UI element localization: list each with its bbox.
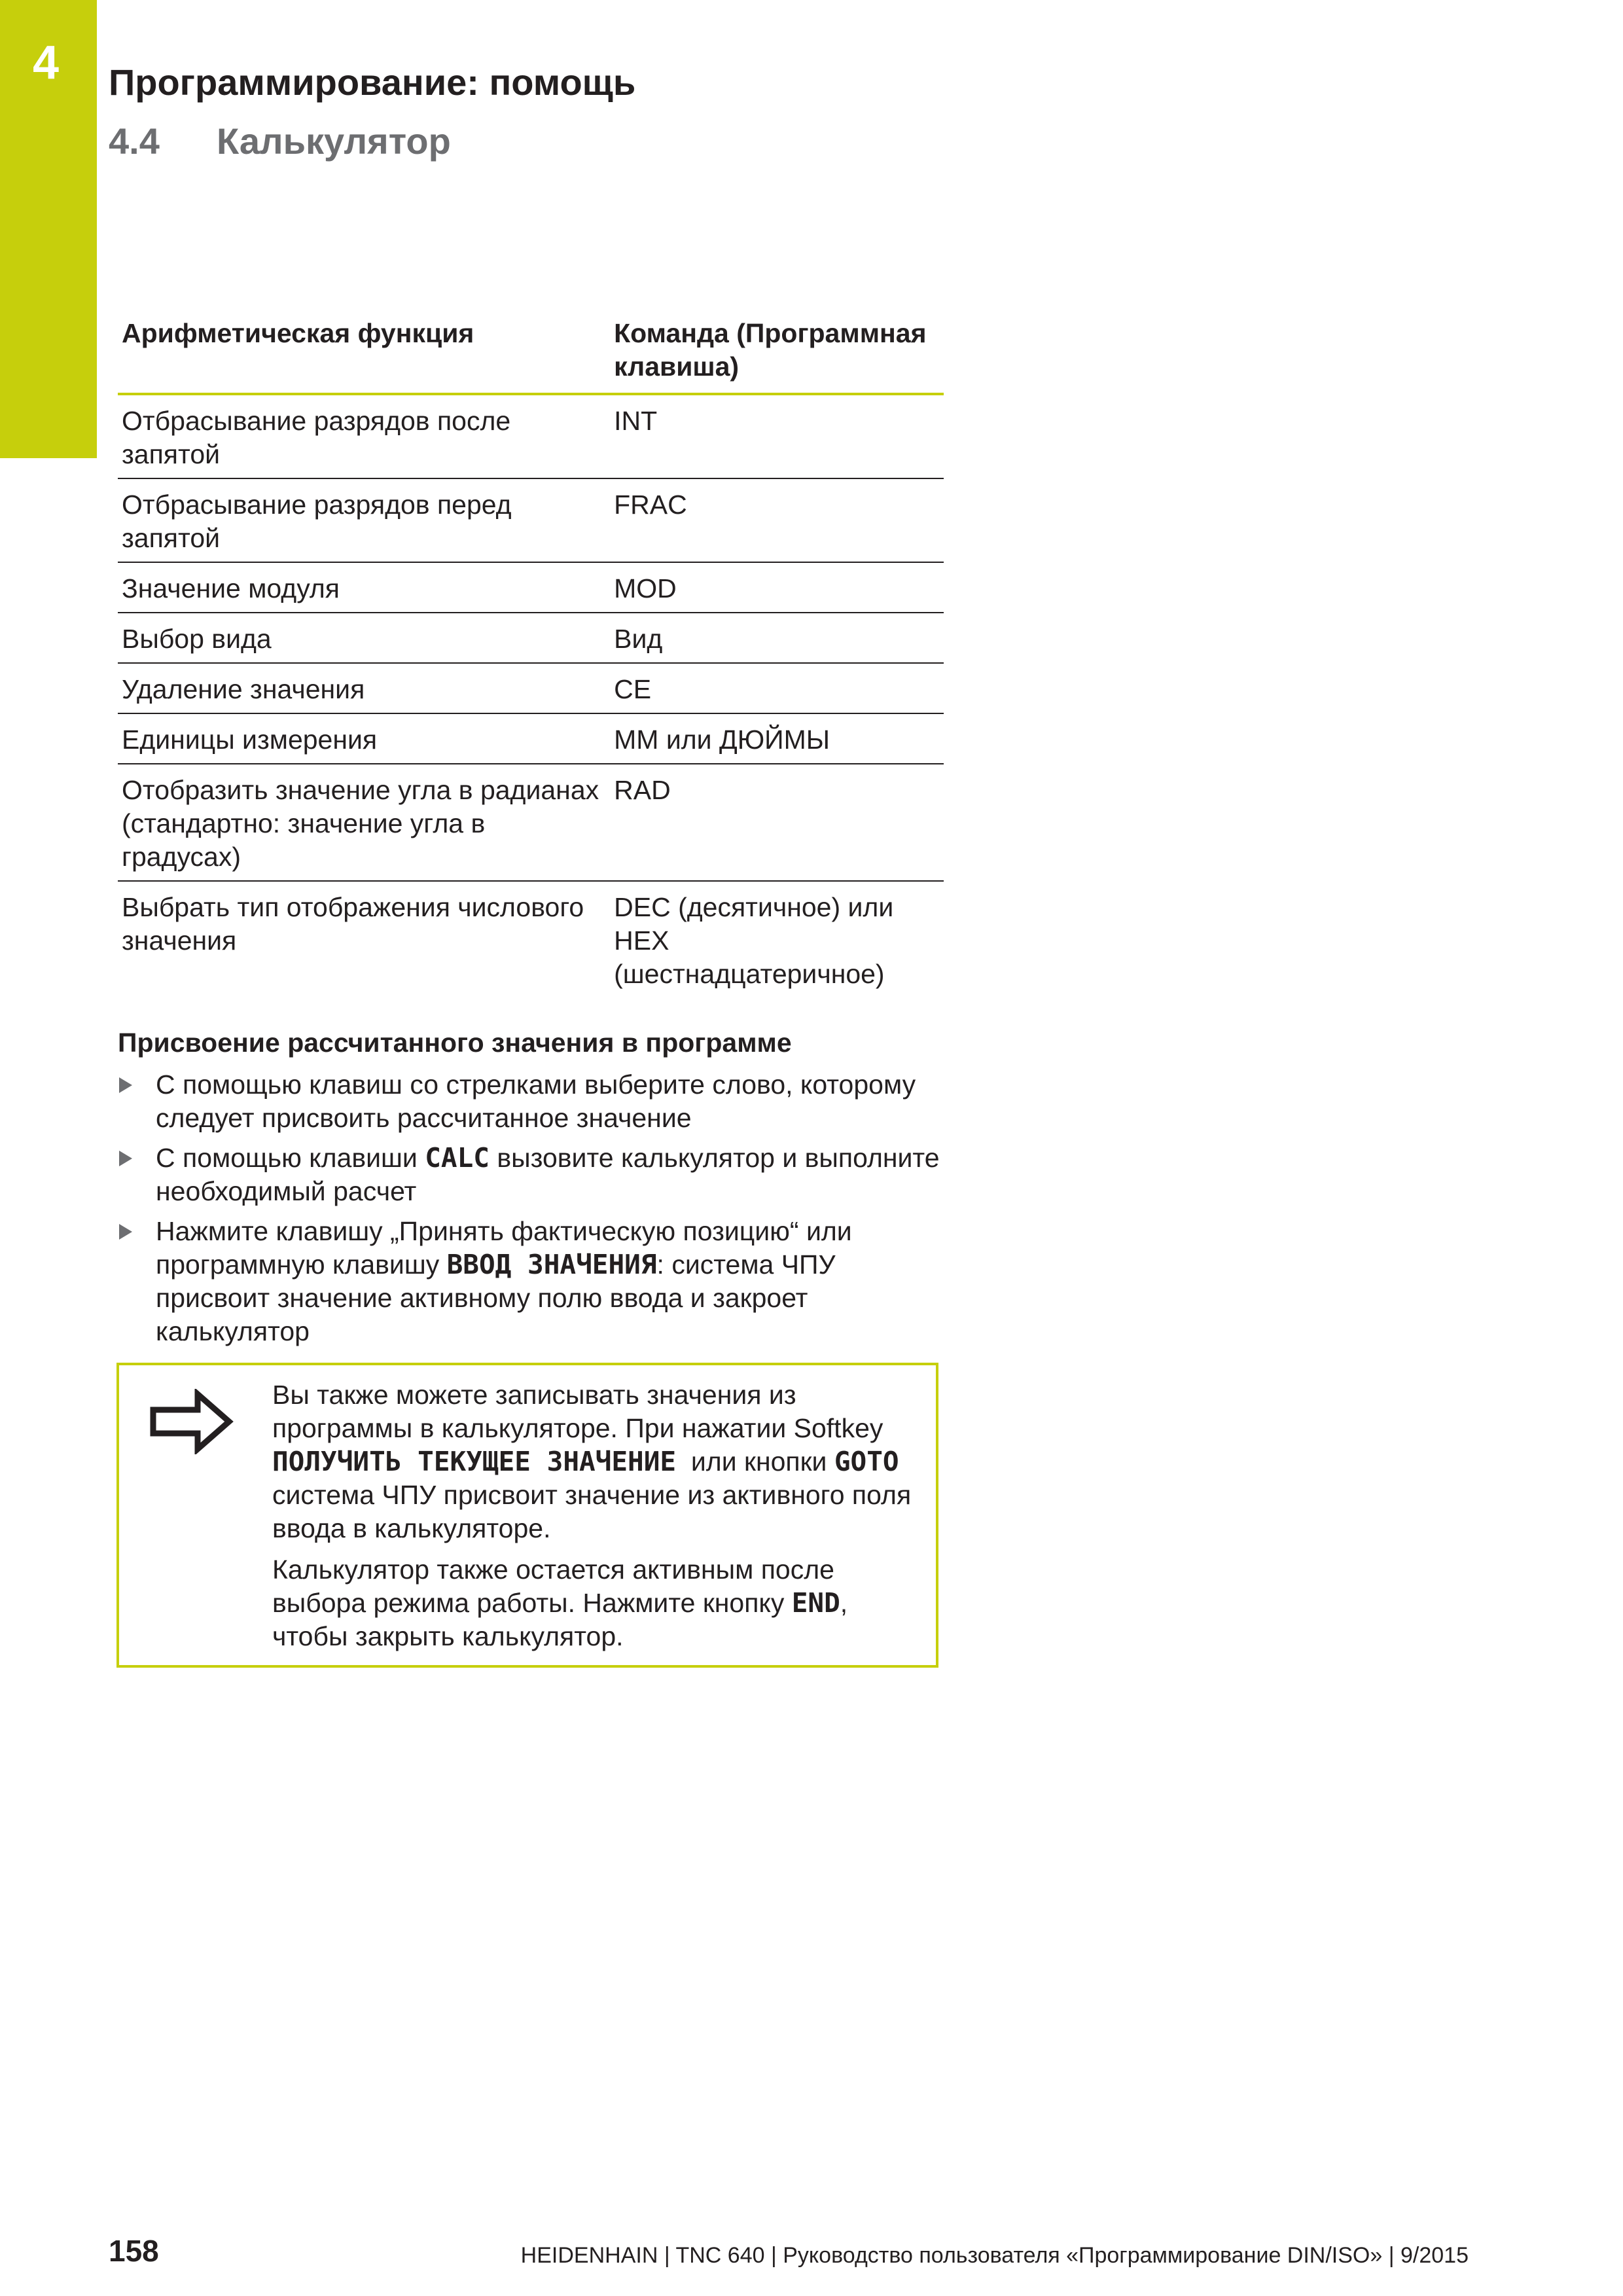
table-row xyxy=(118,562,944,613)
footer-text: HEIDENHAIN | TNC 640 | Руководство пользователя «Программирование DIN/ISO» | 9/2015 xyxy=(520,2243,1469,2268)
arrow-right-icon xyxy=(149,1389,234,1454)
note-text-span: Вы также можете записывать значения из программы в калькуляторе. При нажатии Softkey xyxy=(272,1380,883,1443)
table-row xyxy=(118,764,944,881)
table-cell-function: Выбор вида xyxy=(118,613,610,663)
chapter-tab xyxy=(0,0,97,458)
page-number: 158 xyxy=(109,2234,159,2268)
step-text: : система ЧПУ присвоит значение активному полю ввода и закроет калькулятор xyxy=(156,1249,836,1346)
function-table xyxy=(118,314,944,997)
table-cell-function: Единицы измерения xyxy=(118,713,610,764)
step-text: С помощью клавиш со стрелками выберите слово, которому следует присвоить рассчитанное значение xyxy=(156,1069,916,1133)
list-item xyxy=(118,1068,944,1135)
section-title: Калькулятор xyxy=(217,120,451,162)
table-cell-function: Значение модуля xyxy=(118,562,610,613)
table-header-command: Команда (Программная клавиша) xyxy=(610,314,944,394)
table-row xyxy=(118,663,944,713)
table-cell-function: Выбрать тип отображения числового значения xyxy=(122,892,584,956)
chapter-title: Программирование: помощь xyxy=(109,62,636,103)
chapter-number: 4 xyxy=(33,37,60,89)
list-item xyxy=(118,1141,944,1208)
note-box xyxy=(116,1363,938,1668)
table-header-function: Арифметическая функция xyxy=(118,314,610,394)
table-cell-command: INT xyxy=(610,394,944,478)
table-cell-command: ММ или ДЮЙМЫ xyxy=(610,713,944,764)
step-text: Нажмите клавишу „Принять фактическую позицию“ или программную клавишу xyxy=(156,1216,852,1280)
section-number: 4.4 xyxy=(109,120,160,162)
steps-list xyxy=(118,1068,944,1355)
softkey-name: ПОЛУЧИТЬ ТЕКУЩЕЕ ЗНАЧЕНИЕ xyxy=(272,1446,677,1477)
key-name: CALC xyxy=(425,1142,490,1174)
section-heading xyxy=(109,119,451,163)
table-cell-command: DEC (десятичное) или HEX (шестнадцатеричное) xyxy=(614,892,894,989)
table-row xyxy=(118,613,944,663)
table-cell-function: Удаление значения xyxy=(118,663,610,713)
table-row xyxy=(118,478,944,562)
list-item xyxy=(118,1215,944,1348)
note-text-span: или кнопки xyxy=(676,1446,834,1477)
step-text: вызовите калькулятор и выполните необходимый расчет xyxy=(156,1143,940,1206)
note-paragraph xyxy=(272,1553,927,1653)
softkey-name: ВВОД ЗНАЧЕНИЯ xyxy=(446,1249,657,1280)
key-name: GOTO xyxy=(834,1446,899,1477)
table-header-row xyxy=(118,314,944,394)
triangle-bullet-icon xyxy=(119,1077,132,1093)
note-text-span: Калькулятор также остается активным после выбора режима работы. Нажмите кнопку xyxy=(272,1554,834,1618)
table-cell-function: Отбрасывание разрядов перед запятой xyxy=(118,478,610,562)
table-row xyxy=(118,394,944,478)
key-name: END xyxy=(791,1587,840,1619)
assign-heading: Присвоение рассчитанного значения в программе xyxy=(118,1028,792,1058)
table-cell-command: RAD xyxy=(610,764,944,881)
table-cell-command: MOD xyxy=(610,562,944,613)
table-cell-function: Отбрасывание разрядов после запятой xyxy=(118,394,610,478)
note-paragraph xyxy=(272,1378,927,1545)
table-cell-command: CE xyxy=(610,663,944,713)
table-cell-function: Отобразить значение угла в радианах (стандартно: значение угла в градусах) xyxy=(118,764,610,881)
note-text-span: система ЧПУ присвоит значение из активного поля ввода в калькуляторе. xyxy=(272,1480,912,1543)
table-cell-command: Вид xyxy=(610,613,944,663)
note-text-span: , чтобы закрыть калькулятор. xyxy=(272,1588,848,1651)
table-row xyxy=(118,881,944,997)
triangle-bullet-icon xyxy=(119,1151,132,1166)
step-text: С помощью клавиши xyxy=(156,1143,425,1173)
triangle-bullet-icon xyxy=(119,1224,132,1240)
note-text xyxy=(272,1378,927,1661)
table-cell-command: FRAC xyxy=(610,478,944,562)
table-row xyxy=(118,713,944,764)
